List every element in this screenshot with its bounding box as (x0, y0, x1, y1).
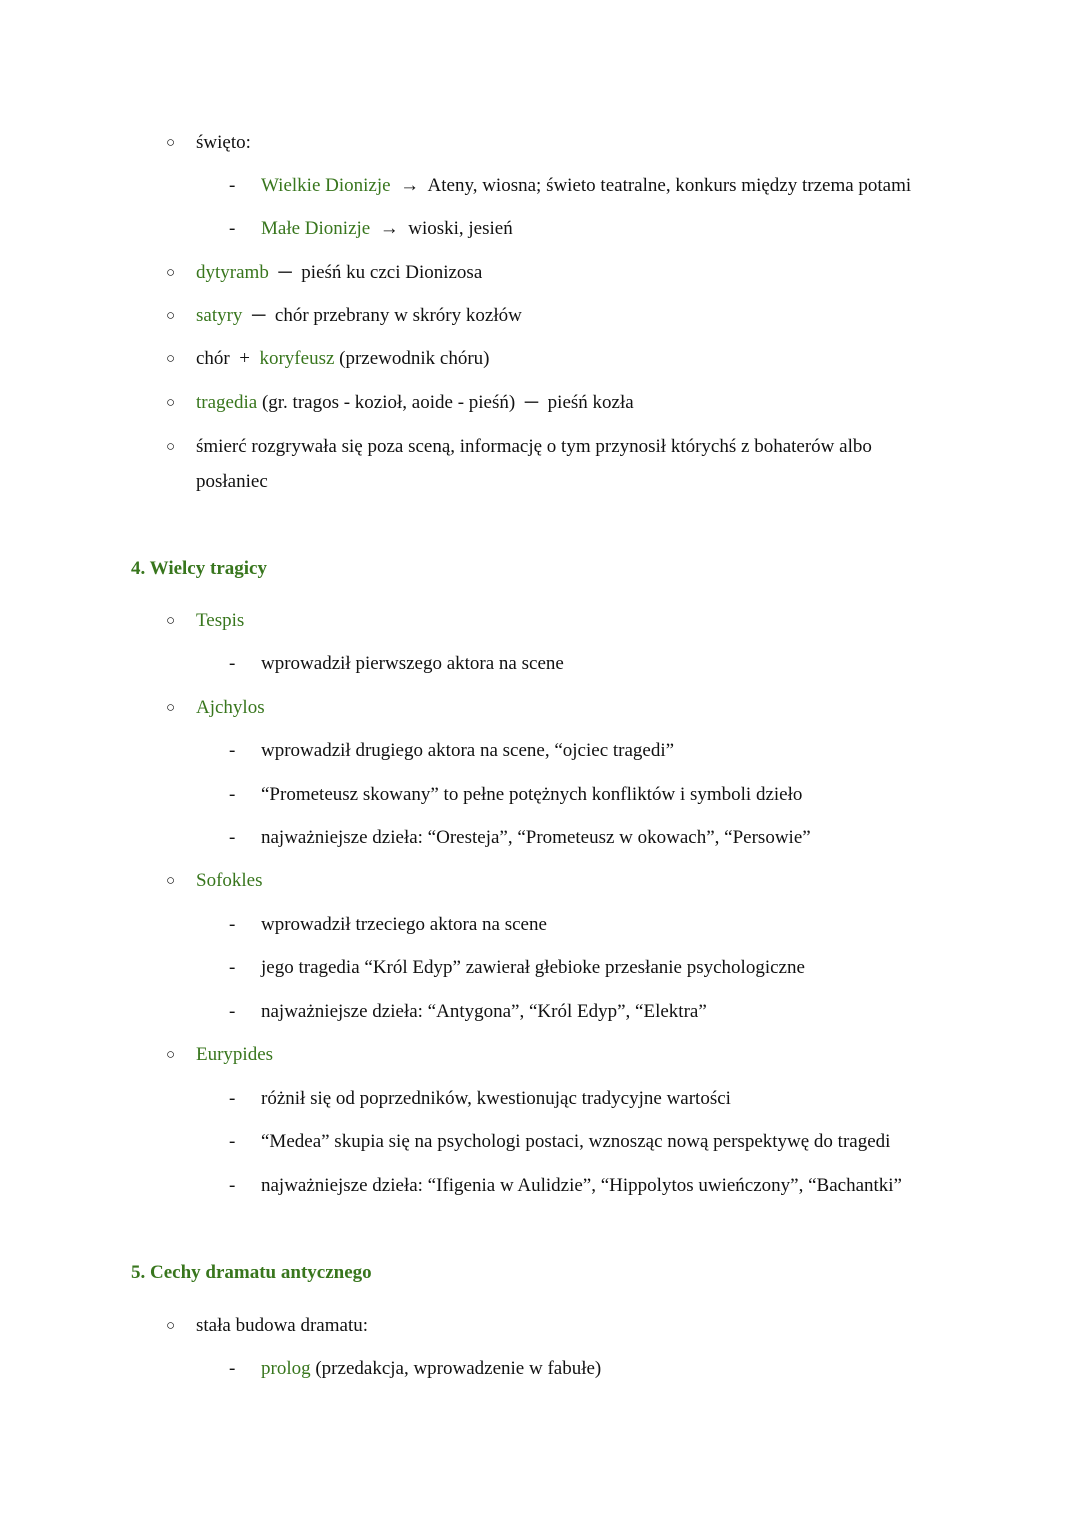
dash-bullet-icon: - (229, 1358, 236, 1379)
sub-list-item (229, 826, 811, 850)
hollow-bullet-icon: ○ (166, 1047, 176, 1063)
highlighted-term: Małe Dionizje (261, 218, 371, 239)
sub-list-item (229, 1087, 731, 1111)
text-segment: “Prometeusz skowany” to pełne potężnych konfliktów i symboli dzieło (261, 784, 803, 805)
sub-list-item (229, 783, 803, 807)
highlighted-term: dytyramb (196, 262, 269, 283)
highlighted-term: prolog (261, 1358, 311, 1379)
text-segment: jego tragedia “Król Edyp” zawierał głebioke przesłanie psychologiczne (261, 957, 805, 978)
list-item (166, 435, 872, 459)
hollow-bullet-icon: ○ (166, 135, 176, 151)
text-segment: śmierć rozgrywała się poza sceną, informację o tym przynosił którychś z bohaterów albo (196, 436, 872, 457)
hollow-bullet-icon: ○ (166, 395, 176, 411)
text-segment: “Medea” skupia się na psychologi postaci, wznosząc nową perspektywę do tragedi (261, 1131, 891, 1152)
text-segment: ─ chór przebrany w skróry kozłów (242, 305, 522, 326)
dash-bullet-icon: - (229, 740, 236, 761)
list-item (166, 869, 263, 893)
text-segment: chór + (196, 348, 260, 369)
sub-list-item (229, 652, 564, 676)
dash-bullet-icon: - (229, 784, 236, 805)
text-segment: (gr. tragos - kozioł, aoide - pieśń) ─ pieśń kozła (257, 392, 634, 413)
hollow-bullet-icon: ○ (166, 613, 176, 629)
list-item (166, 1043, 274, 1067)
sub-list-item (229, 1130, 891, 1154)
dash-bullet-icon: - (229, 1001, 236, 1022)
sub-list-item (229, 1174, 902, 1198)
list-item (166, 347, 490, 371)
highlighted-term: Eurypides (196, 1044, 274, 1065)
dash-bullet-icon: - (229, 957, 236, 978)
text-segment: 5. Cechy dramatu antycznego (131, 1262, 372, 1283)
sub-list-item (229, 1357, 602, 1381)
hollow-bullet-icon: ○ (166, 700, 176, 716)
list-item (166, 391, 634, 415)
hollow-bullet-icon: ○ (166, 351, 176, 367)
dash-bullet-icon: - (229, 175, 236, 196)
highlighted-term: Sofokles (196, 870, 263, 891)
sub-list-item (229, 739, 675, 763)
highlighted-term: koryfeusz (259, 348, 335, 369)
highlighted-term: tragedia (196, 392, 258, 413)
text-segment: ─ pieśń ku czci Dionizosa (268, 262, 483, 283)
sub-list-item (229, 174, 912, 198)
list-item (166, 131, 251, 155)
sub-list-item (229, 956, 805, 980)
text-segment: 4. Wielcy tragicy (131, 558, 267, 579)
text-segment: wprowadził drugiego aktora na scene, “ojciec tragedi” (261, 740, 675, 761)
text-segment: stała budowa dramatu: (196, 1315, 369, 1336)
highlighted-term: Tespis (196, 610, 245, 631)
text-segment: najważniejsze dzieła: “Antygona”, “Król Edyp”, “Elektra” (261, 1001, 707, 1022)
text-segment: najważniejsze dzieła: “Oresteja”, “Prometeusz w okowach”, “Persowie” (261, 827, 811, 848)
text-segment: (przedakcja, wprowadzenie w fabułe) (310, 1358, 602, 1379)
text-segment: wprowadził pierwszego aktora na scene (261, 653, 564, 674)
text-segment: (przewodnik chóru) (334, 348, 490, 369)
text-segment: święto: (196, 132, 251, 153)
hollow-bullet-icon: ○ (166, 439, 176, 455)
hollow-bullet-icon: ○ (166, 873, 176, 889)
text-segment: różnił się od poprzedników, kwestionując tradycyjne wartości (261, 1088, 731, 1109)
list-item (196, 470, 268, 494)
sub-list-item (229, 913, 547, 937)
text-segment: najważniejsze dzieła: “Ifigenia w Aulidzie”, “Hippolytos uwieńczony”, “Bachantki” (261, 1175, 902, 1196)
text-segment: → wioski, jesień (370, 218, 513, 239)
highlighted-term: Ajchylos (196, 697, 265, 718)
hollow-bullet-icon: ○ (166, 308, 176, 324)
dash-bullet-icon: - (229, 914, 236, 935)
list-item (166, 1314, 369, 1338)
text-segment: posłaniec (196, 471, 268, 492)
highlighted-term: satyry (196, 305, 243, 326)
list-item (166, 304, 522, 328)
hollow-bullet-icon: ○ (166, 1318, 176, 1334)
section-heading (131, 557, 267, 581)
text-segment: → Ateny, wiosna; świeto teatralne, konkurs między trzema potami (390, 175, 912, 196)
sub-list-item (229, 217, 513, 241)
sub-list-item (229, 1000, 707, 1024)
highlighted-term: Wielkie Dionizje (261, 175, 391, 196)
dash-bullet-icon: - (229, 1131, 236, 1152)
dash-bullet-icon: - (229, 653, 236, 674)
hollow-bullet-icon: ○ (166, 265, 176, 281)
dash-bullet-icon: - (229, 827, 236, 848)
list-item (166, 696, 265, 720)
text-segment: wprowadził trzeciego aktora na scene (261, 914, 547, 935)
list-item (166, 609, 245, 633)
section-heading (131, 1261, 372, 1285)
list-item (166, 261, 483, 285)
dash-bullet-icon: - (229, 218, 236, 239)
dash-bullet-icon: - (229, 1175, 236, 1196)
dash-bullet-icon: - (229, 1088, 236, 1109)
